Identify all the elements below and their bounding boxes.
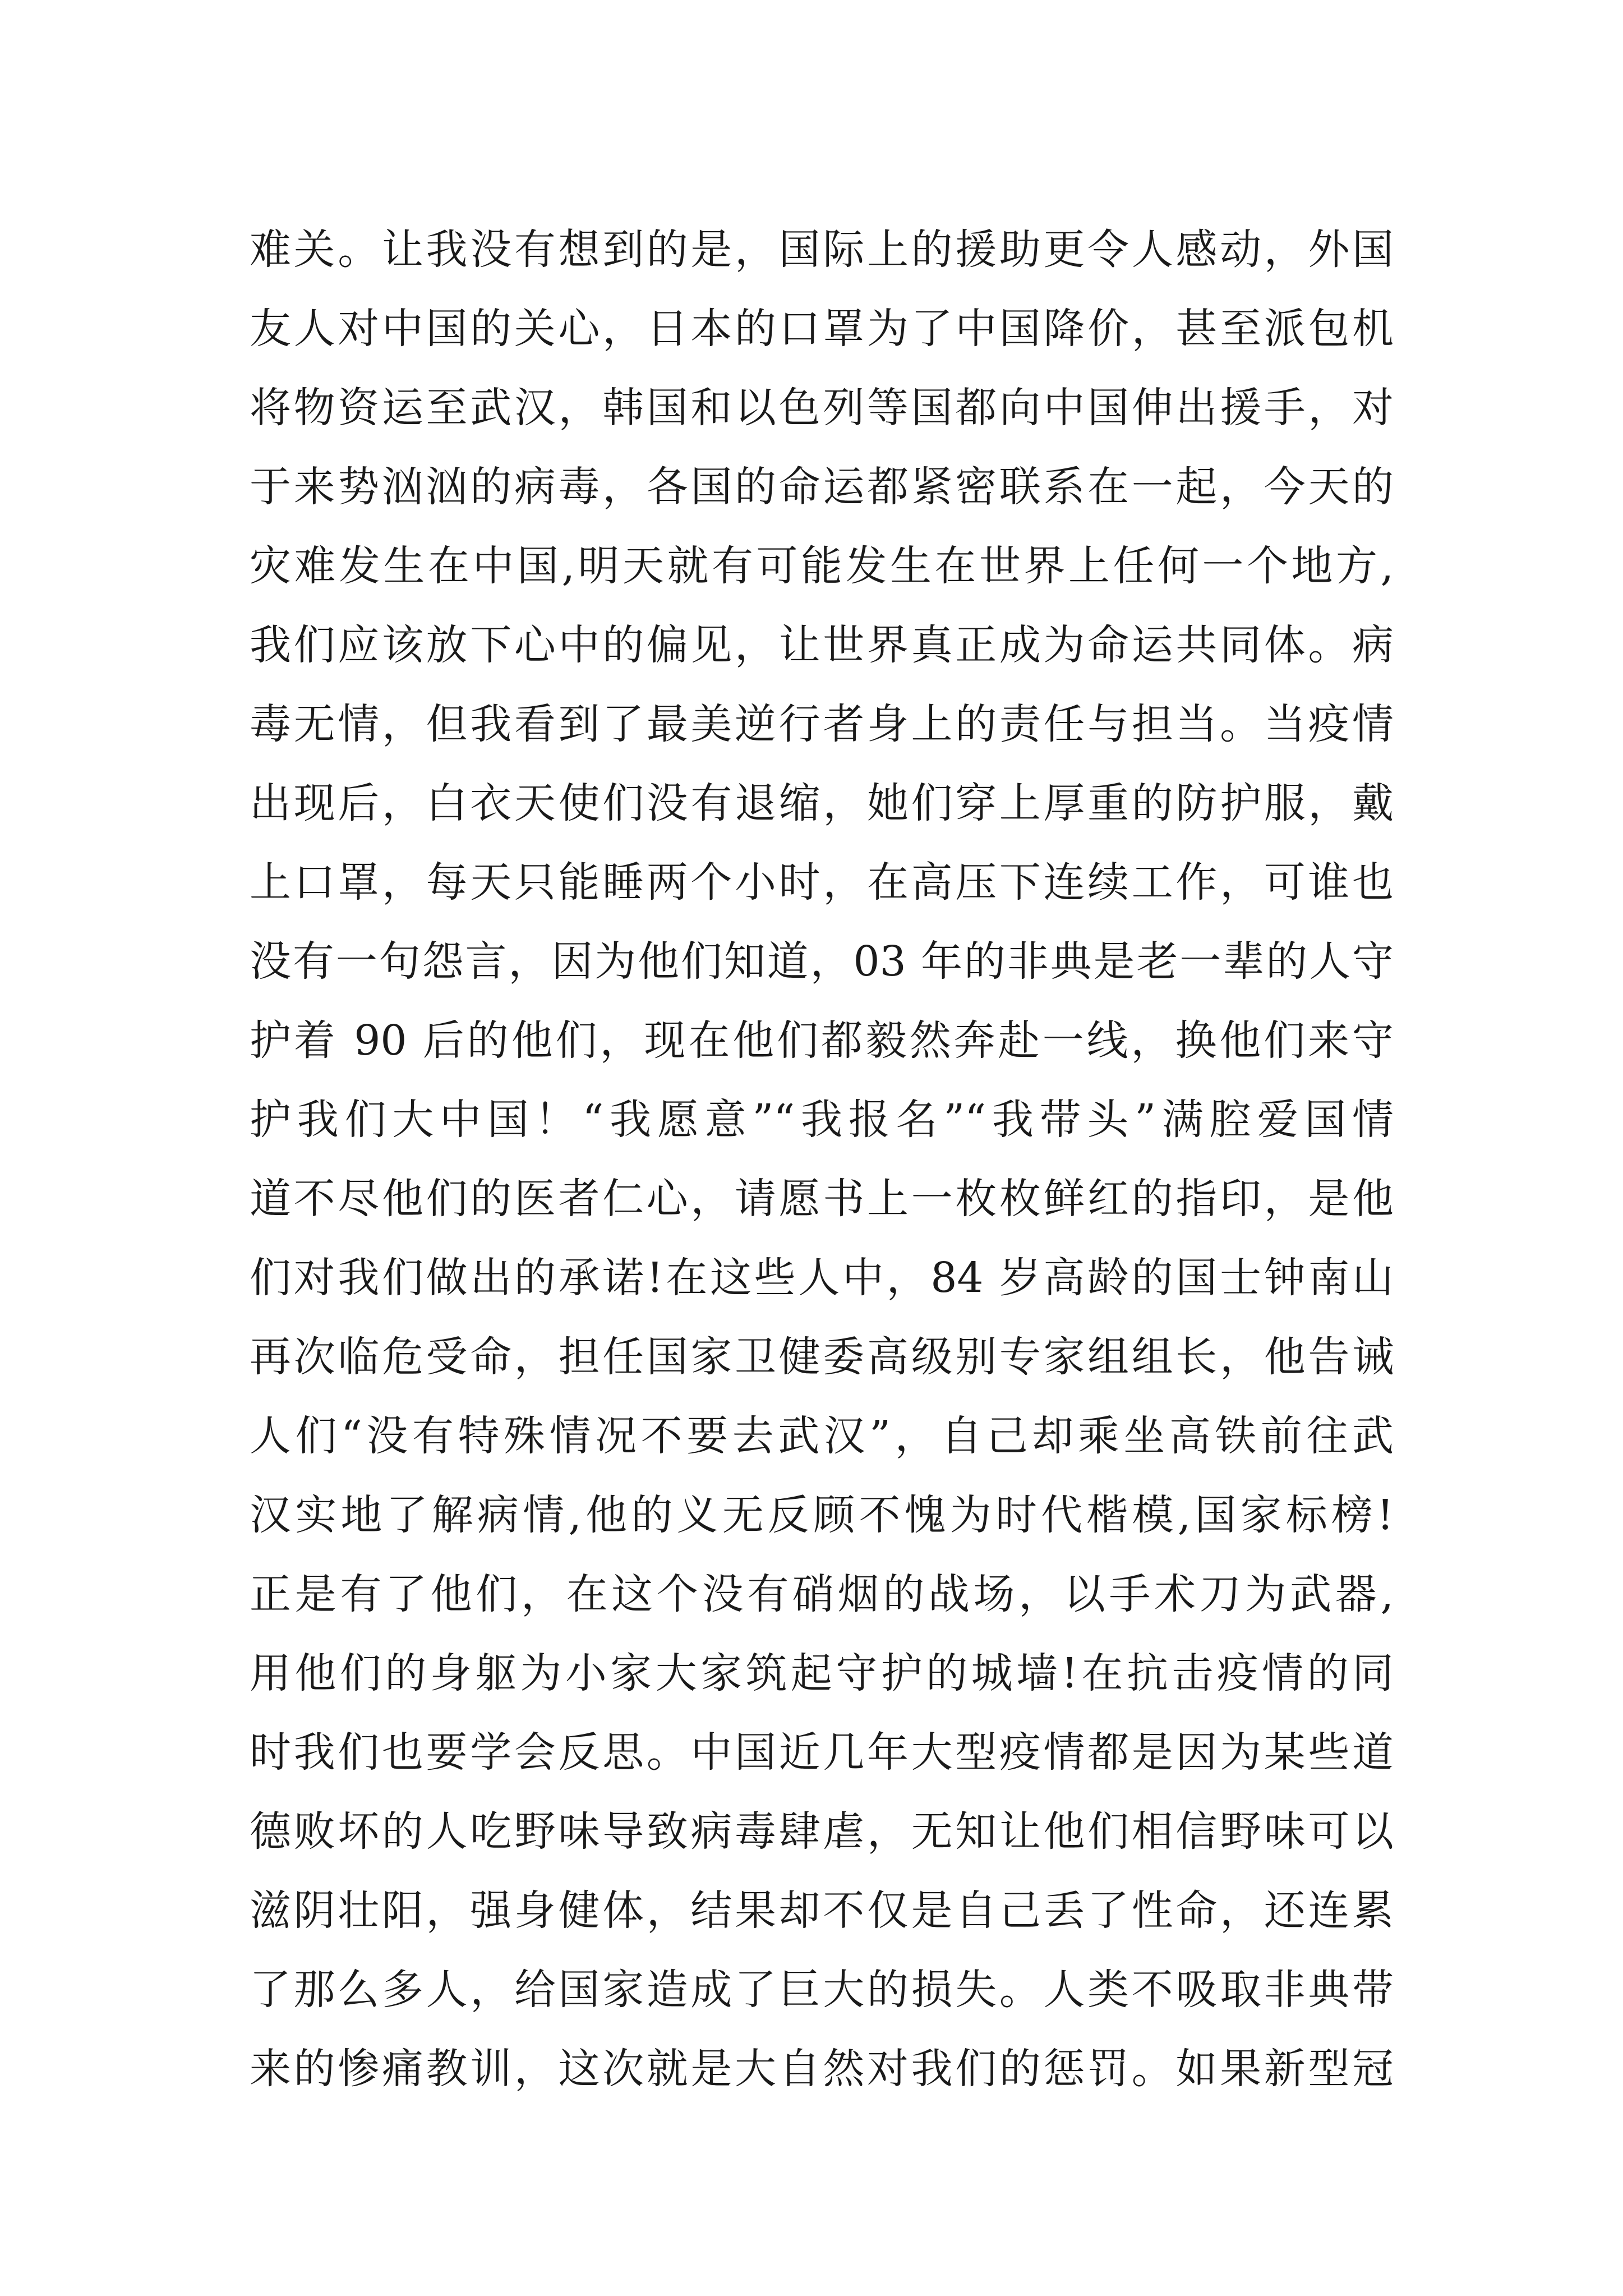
text-line: 道不尽他们的医者仁心，请愿书上一枚枚鲜红的指印，是他 bbox=[250, 1175, 1394, 1223]
text-line: 滋阴壮阳，强身健体，结果却不仅是自己丢了性命，还连累 bbox=[250, 1887, 1394, 1935]
text-line: 用他们的身躯为小家大家筑起守护的城墙!在抗击疫情的同 bbox=[250, 1649, 1394, 1697]
text-line: 将物资运至武汉，韩国和以色列等国都向中国伸出援手，对 bbox=[250, 384, 1394, 432]
text-line: 时我们也要学会反思。中国近几年大型疫情都是因为某些道 bbox=[250, 1728, 1394, 1777]
text-line: 来的惨痛教训，这次就是大自然对我们的惩罚。如果新型冠 bbox=[250, 2045, 1394, 2093]
body-text bbox=[250, 210, 1394, 2109]
text-line: 再次临危受命，担任国家卫健委高级别专家组组长，他告诫 bbox=[250, 1333, 1394, 1381]
text-line: 没有一句怨言，因为他们知道，03 年的非典是老一辈的人守 bbox=[250, 937, 1394, 986]
text-line: 毒无情，但我看到了最美逆行者身上的责任与担当。当疫情 bbox=[250, 700, 1394, 748]
text-line: 们对我们做出的承诺!在这些人中，84 岁高龄的国士钟南山 bbox=[250, 1254, 1394, 1302]
text-line: 了那么多人，给国家造成了巨大的损失。人类不吸取非典带 bbox=[250, 1966, 1394, 2014]
text-line: 正是有了他们，在这个没有硝烟的战场，以手术刀为武器, bbox=[250, 1570, 1394, 1618]
text-line: 灾难发生在中国,明天就有可能发生在世界上任何一个地方, bbox=[250, 542, 1394, 590]
text-line: 难关。让我没有想到的是，国际上的援助更令人感动，外国 bbox=[250, 226, 1394, 274]
text-line: 人们“没有特殊情况不要去武汉”，自己却乘坐高铁前往武 bbox=[250, 1412, 1394, 1460]
text-line: 出现后，白衣天使们没有退缩，她们穿上厚重的防护服，戴 bbox=[250, 779, 1394, 827]
text-line: 上口罩，每天只能睡两个小时，在高压下连续工作，可谁也 bbox=[250, 858, 1394, 907]
text-line: 汉实地了解病情,他的义无反顾不愧为时代楷模,国家标榜! bbox=[250, 1491, 1394, 1539]
text-line: 德败坏的人吃野味导致病毒肆虐，无知让他们相信野味可以 bbox=[250, 1807, 1394, 1856]
text-line: 护着 90 后的他们，现在他们都毅然奔赴一线，换他们来守 bbox=[250, 1016, 1394, 1065]
text-line: 于来势汹汹的病毒，各国的命运都紧密联系在一起，今天的 bbox=[250, 463, 1394, 511]
text-line: 护我们大中国！“我愿意”“我报名”“我带头”满腔爱国情 bbox=[250, 1096, 1394, 1144]
text-line: 友人对中国的关心，日本的口罩为了中国降价，甚至派包机 bbox=[250, 305, 1394, 353]
text-line: 我们应该放下心中的偏见，让世界真正成为命运共同体。病 bbox=[250, 621, 1394, 669]
